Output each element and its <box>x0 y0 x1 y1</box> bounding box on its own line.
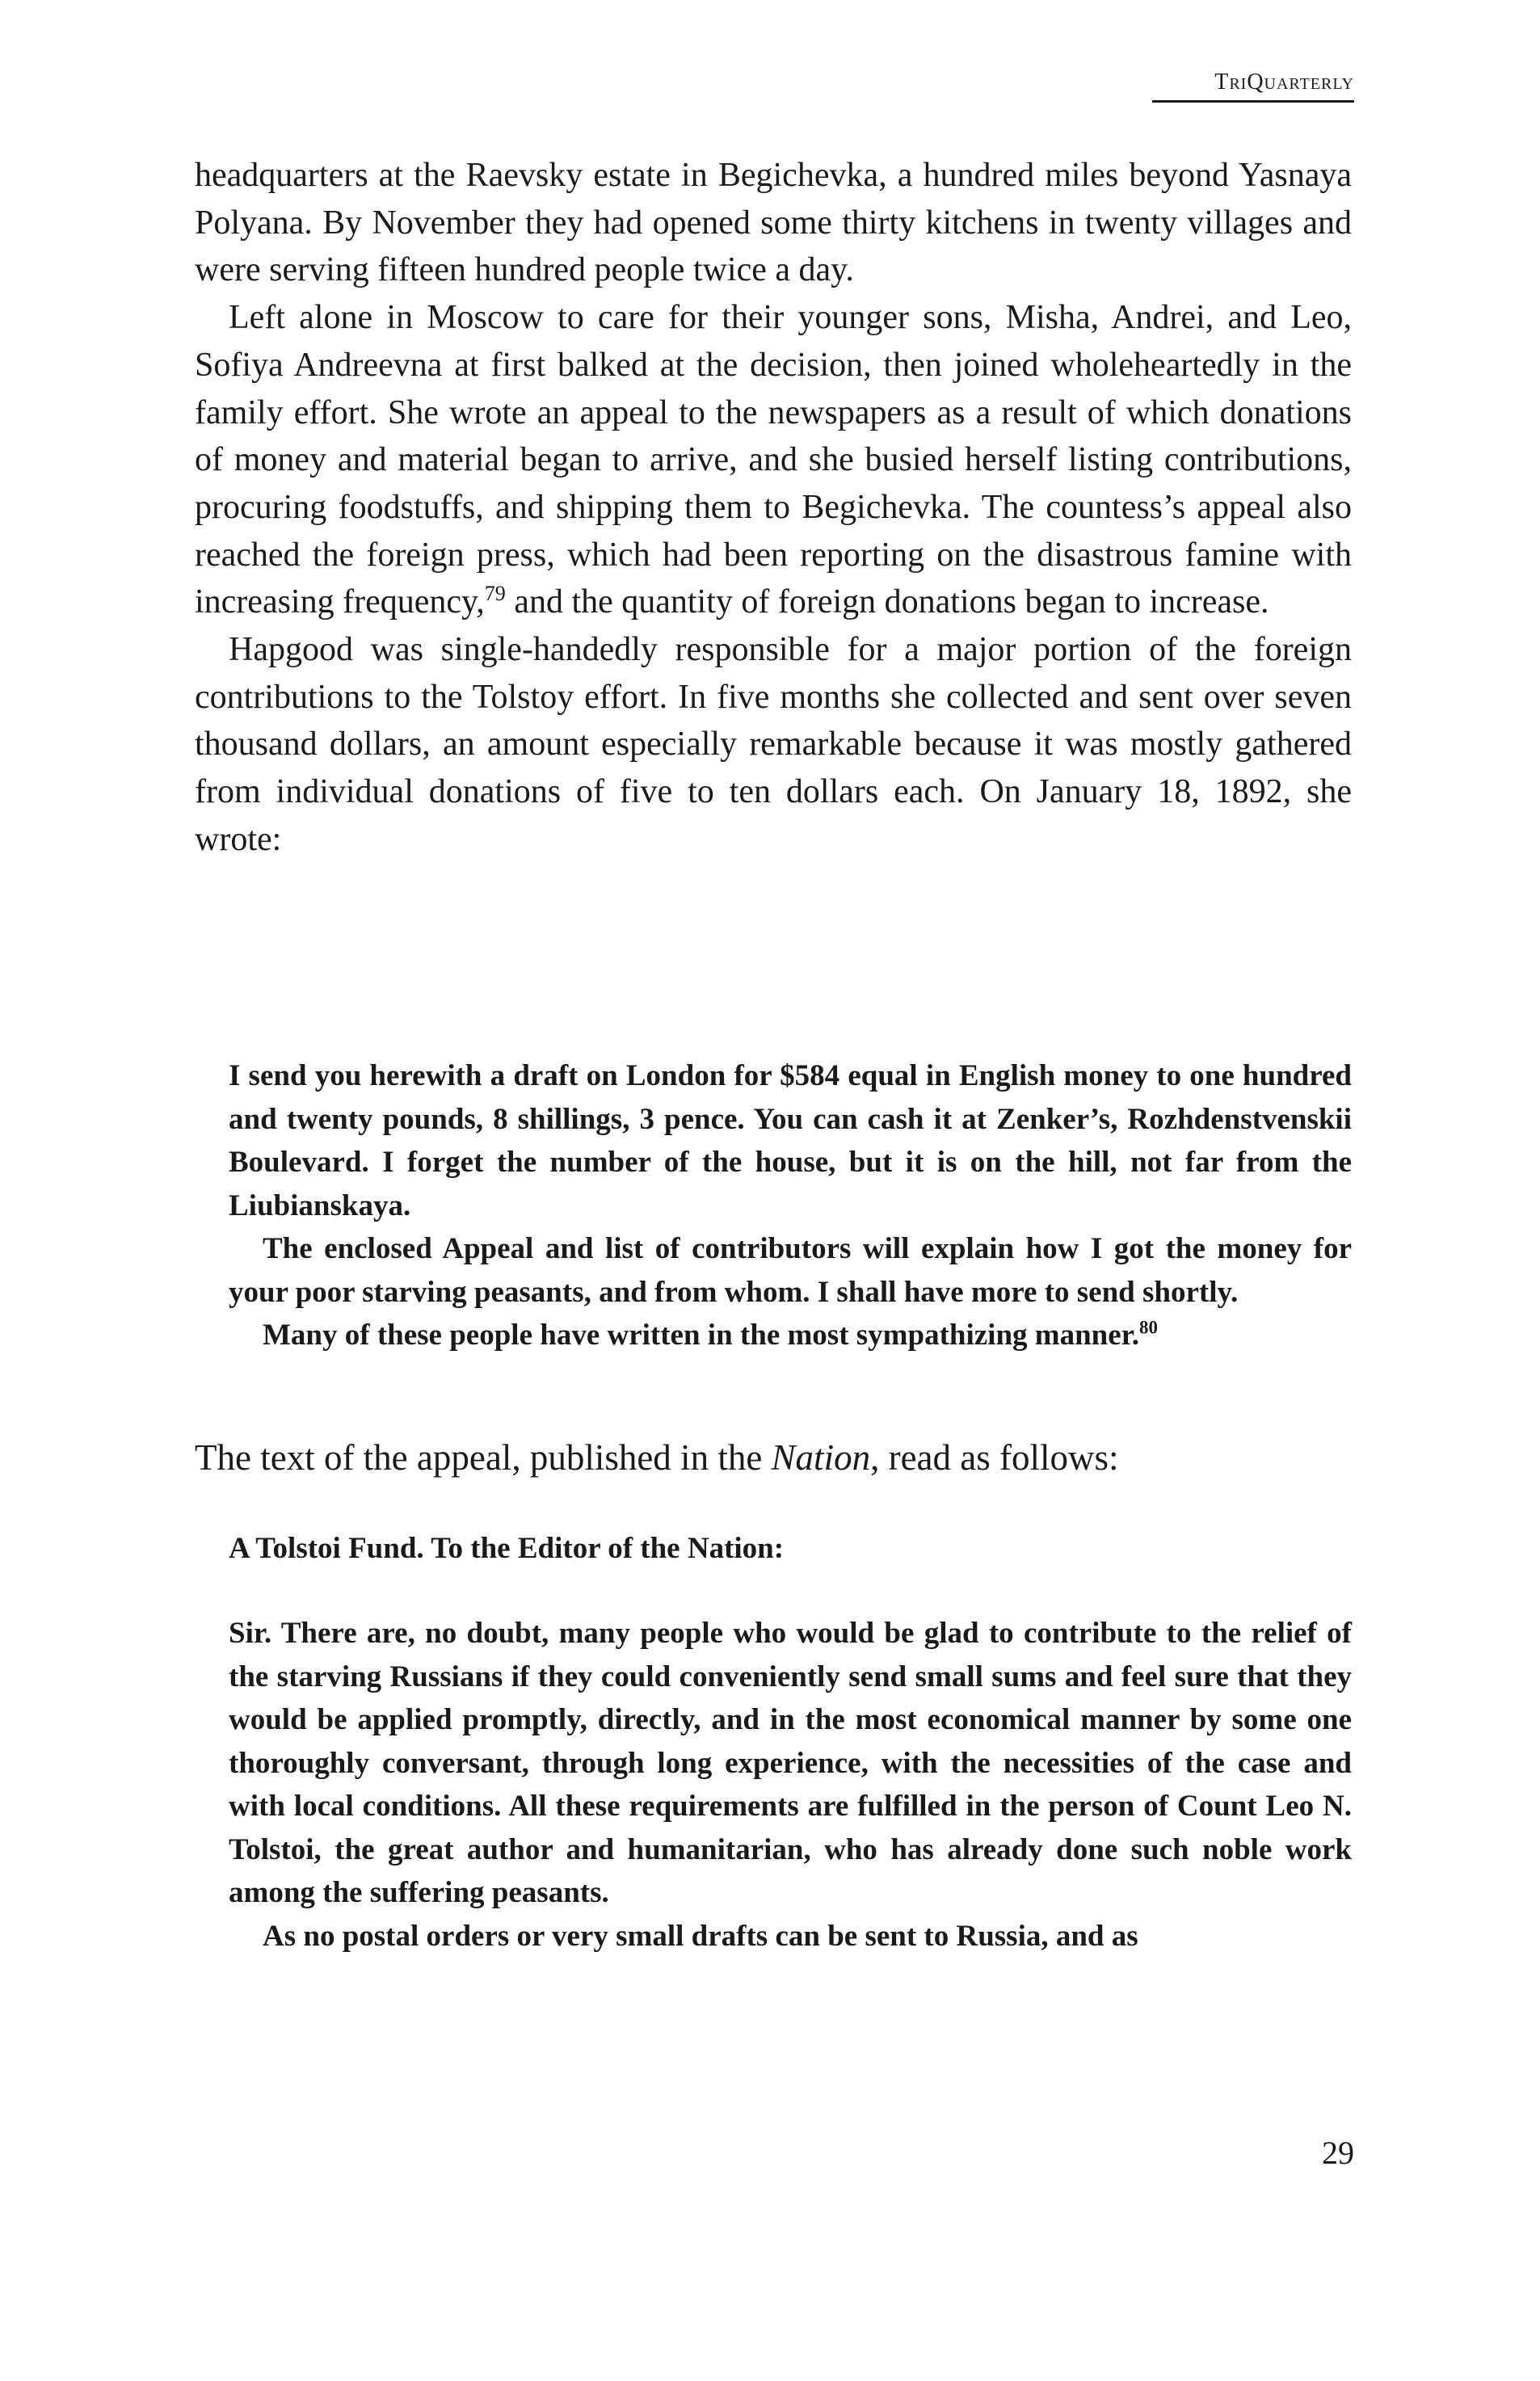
paragraph-2 <box>195 294 1352 626</box>
paragraph-2-text-a: Left alone in Moscow to care for their younger sons, Misha, Andrei, and Leo, Sofiya Andreevna at first balked at the decision, then joined wholeheartedly in the family effort. She wrote an appeal to the newspapers as a result of which donations of money and material began to arrive, and she busied herself listing contributions, procuring foodstuffs, and shipping them to Begichevka. The countess’s appeal also reached the foreign press, which had been reporting on the disastrous famine with increasing frequency, <box>195 299 1352 621</box>
quote-2-paragraph-2: As no postal orders or very small drafts can be sent to Russia, and as <box>263 1919 1138 1953</box>
paragraph-2-text-b: and the quantity of foreign donations began to increase. <box>505 583 1269 621</box>
footnote-ref-80: 80 <box>1138 1317 1158 1338</box>
main-text <box>195 152 1352 864</box>
quote-1-paragraph-3 <box>229 1314 1352 1357</box>
footnote-ref-79: 79 <box>484 582 506 606</box>
transition-text-a: The text of the appeal, published in the <box>195 1437 772 1478</box>
quote-1-paragraph-1: I send you herewith a draft on London for $584 equal in English money to one hundred and twenty pounds, 8 shillings, 3 pence. You can cash it at Zenker’s, Rozhdenstvenskii Boulevard. I forget the number of the house, but it is on the hill, not far from the Liubianskaya. <box>229 1059 1352 1222</box>
transition-text-b: , read as follows: <box>870 1437 1119 1478</box>
transition-sentence <box>195 1433 1352 1482</box>
paragraph-1: headquarters at the Raevsky estate in Begichevka, a hundred miles beyond Yasnaya Polyana. By November they had opened some thirty kitchens in twenty villages and were serving fifteen hundred people twice a day. <box>195 157 1352 289</box>
quote-1-paragraph-2: The enclosed Appeal and list of contributors will explain how I got the money for your poor starving peasants, and from whom. I shall have more to send shortly. <box>229 1232 1352 1309</box>
running-head: TriQuarterly <box>1152 69 1354 103</box>
letter-heading: A Tolstoi Fund. To the Editor of the Nation: <box>229 1532 785 1565</box>
block-quote-appeal <box>229 1612 1352 1958</box>
paragraph-3: Hapgood was single-handedly responsible for a major portion of the foreign contributions to the Tolstoy effort. In five months she collected and sent over seven thousand dollars, an amount especially remarkable because it was mostly gathered from individual donations of five to ten dollars each. On January 18, 1892, she wrote: <box>195 631 1352 858</box>
publication-name: Nation <box>771 1437 871 1478</box>
quote-2-paragraph-1: Sir. There are, no doubt, many people who would be glad to contribute to the relief of the starving Russians if they could conveniently send small sums and feel sure that they would be applied promptly, directly, and in the most economical manner by some one thoroughly conversant, through long experience, with the necessities of the case and with local conditions. All these requirements are fulfilled in the person of Count Leo N. Tolstoi, the great author and humanitarian, who has already done such noble work among the suffering peasants. <box>229 1617 1352 1909</box>
quote-1-paragraph-3-text: Many of these people have written in the most sympathizing manner. <box>263 1319 1139 1352</box>
block-quote-letter <box>229 1054 1352 1357</box>
page-number: 29 <box>1322 2135 1354 2171</box>
